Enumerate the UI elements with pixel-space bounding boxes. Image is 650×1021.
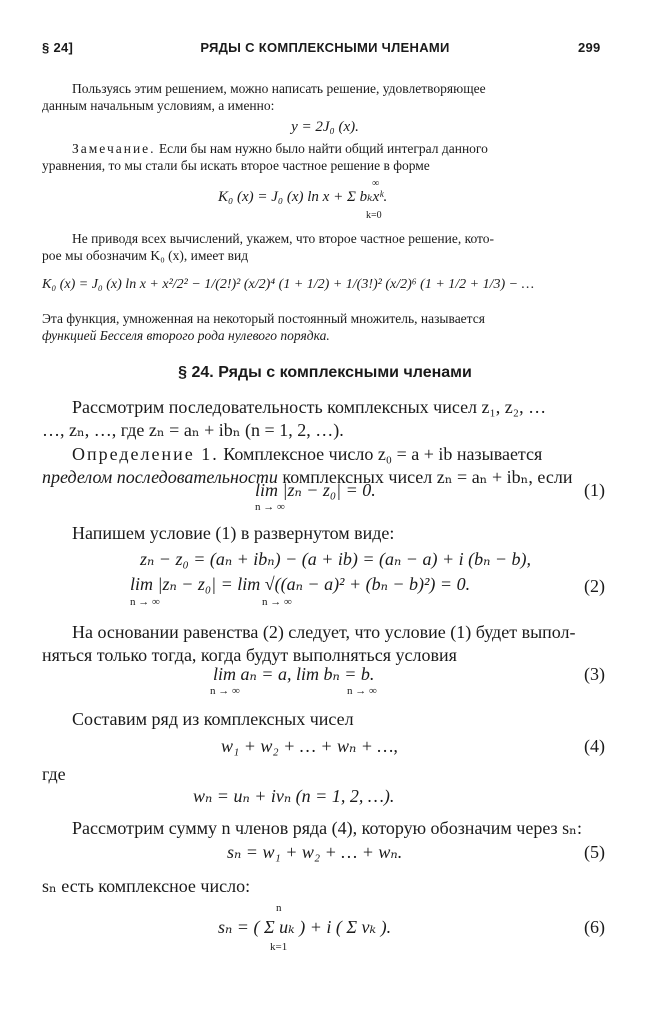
equation-y: y = 2J₀ (x).: [291, 119, 359, 135]
body-line: …, zₙ, …, где zₙ = aₙ + ibₙ (n = 1, 2, …).: [42, 420, 344, 440]
body-line: няться только тогда, когда будут выполняться условия: [42, 645, 457, 665]
equation-4: w₁ + w₂ + … + wₙ + …,: [221, 736, 398, 756]
sum-upper-limit: ∞: [372, 178, 380, 189]
equation-number: (6): [584, 917, 605, 937]
equation-6: sₙ = ( Σ uₖ ) + i ( Σ vₖ ).: [218, 917, 392, 937]
section-heading: § 24. Ряды с комплексными членами: [178, 364, 472, 381]
definition-text: Комплексное число z₀ = a + ib называется: [218, 444, 543, 464]
body-line: Рассмотрим сумму n членов ряда (4), которую обозначим через sₙ:: [72, 818, 582, 838]
paragraph-line: Эта функция, умноженная на некоторый постоянный множитель, называется: [42, 311, 485, 326]
equation-series: K₀ (x) = J₀ (x) ln x + x²/2² − 1/(2!)² (x/2)⁴ (1 + 1/2) + 1/(3!)² (x/2)⁶ (1 + 1/2 + 1/3) − …: [42, 277, 535, 292]
paragraph-line: уравнения, то мы стали бы искать второе частное решение в форме: [42, 158, 430, 173]
equation-number: (3): [584, 664, 605, 684]
definition-label: Определение 1.: [72, 444, 219, 464]
limit-subscript: n → ∞: [210, 685, 240, 697]
limit-subscript: n → ∞: [347, 685, 377, 697]
paragraph-line: данным начальным условиям, а именно:: [42, 98, 275, 113]
body-line: Рассмотрим последовательность комплексных чисел z₁, z₂, …: [72, 397, 547, 417]
limit-subscript: n → ∞: [262, 596, 292, 608]
limit-subscript: n → ∞: [255, 501, 285, 513]
paragraph-line: рое мы обозначим K₀ (x), имеет вид: [42, 248, 249, 263]
paragraph-line: функцией Бесселя второго рода нулевого порядка.: [42, 328, 330, 343]
body-line: sₙ есть комплексное число:: [42, 876, 251, 896]
remark-text: Если бы нам нужно было найти общий интеграл данного: [155, 141, 488, 156]
body-line: На основании равенства (2) следует, что условие (1) будет выпол-: [72, 622, 576, 642]
equation-number: (1): [584, 480, 605, 500]
definition-term: пределом последовательности: [42, 467, 278, 487]
sum-lower-limit: k=0: [366, 210, 382, 221]
body-line: Составим ряд из комплексных чисел: [72, 709, 354, 729]
equation-2b: lim |zₙ − z₀| = lim √((aₙ − a)² + (bₙ − b)²) = 0.: [130, 574, 471, 594]
equation-k0: K₀ (x) = J₀ (x) ln x + Σ bₖxᵏ.: [218, 189, 388, 205]
equation-5: sₙ = w₁ + w₂ + … + wₙ.: [227, 842, 403, 862]
limit-subscript: n → ∞: [130, 596, 160, 608]
header-section: § 24]: [42, 40, 74, 55]
definition-text: комплексных чисел zₙ = aₙ + ibₙ, если: [277, 467, 573, 487]
equation-number: (4): [584, 736, 605, 756]
equation-w: wₙ = uₙ + ivₙ (n = 1, 2, …).: [193, 786, 395, 806]
paragraph-line: Не приводя всех вычислений, укажем, что второе частное решение, кото-: [72, 231, 495, 246]
body-line: где: [42, 764, 66, 784]
header-title: РЯДЫ С КОМПЛЕКСНЫМИ ЧЛЕНАМИ: [200, 40, 450, 55]
remark-label: Замечание.: [72, 141, 156, 156]
sum-upper-limit: n: [276, 902, 282, 914]
equation-3: lim aₙ = a, lim bₙ = b.: [213, 664, 375, 684]
equation-2a: zₙ − z₀ = (aₙ + ibₙ) − (a + ib) = (aₙ − a) + i (bₙ − b),: [140, 549, 532, 569]
equation-number: (5): [584, 842, 605, 862]
sum-lower-limit: k=1: [270, 941, 288, 953]
paragraph-line: Пользуясь этим решением, можно написать решение, удовлетворяющее: [72, 81, 486, 96]
equation-1: lim |zₙ − z₀| = 0.: [255, 480, 376, 500]
remark-paragraph: [72, 140, 488, 158]
equation-number: (2): [584, 576, 605, 596]
page-number: 299: [578, 40, 601, 55]
body-line: Напишем условие (1) в развернутом виде:: [72, 523, 395, 543]
definition-line: [72, 444, 542, 465]
